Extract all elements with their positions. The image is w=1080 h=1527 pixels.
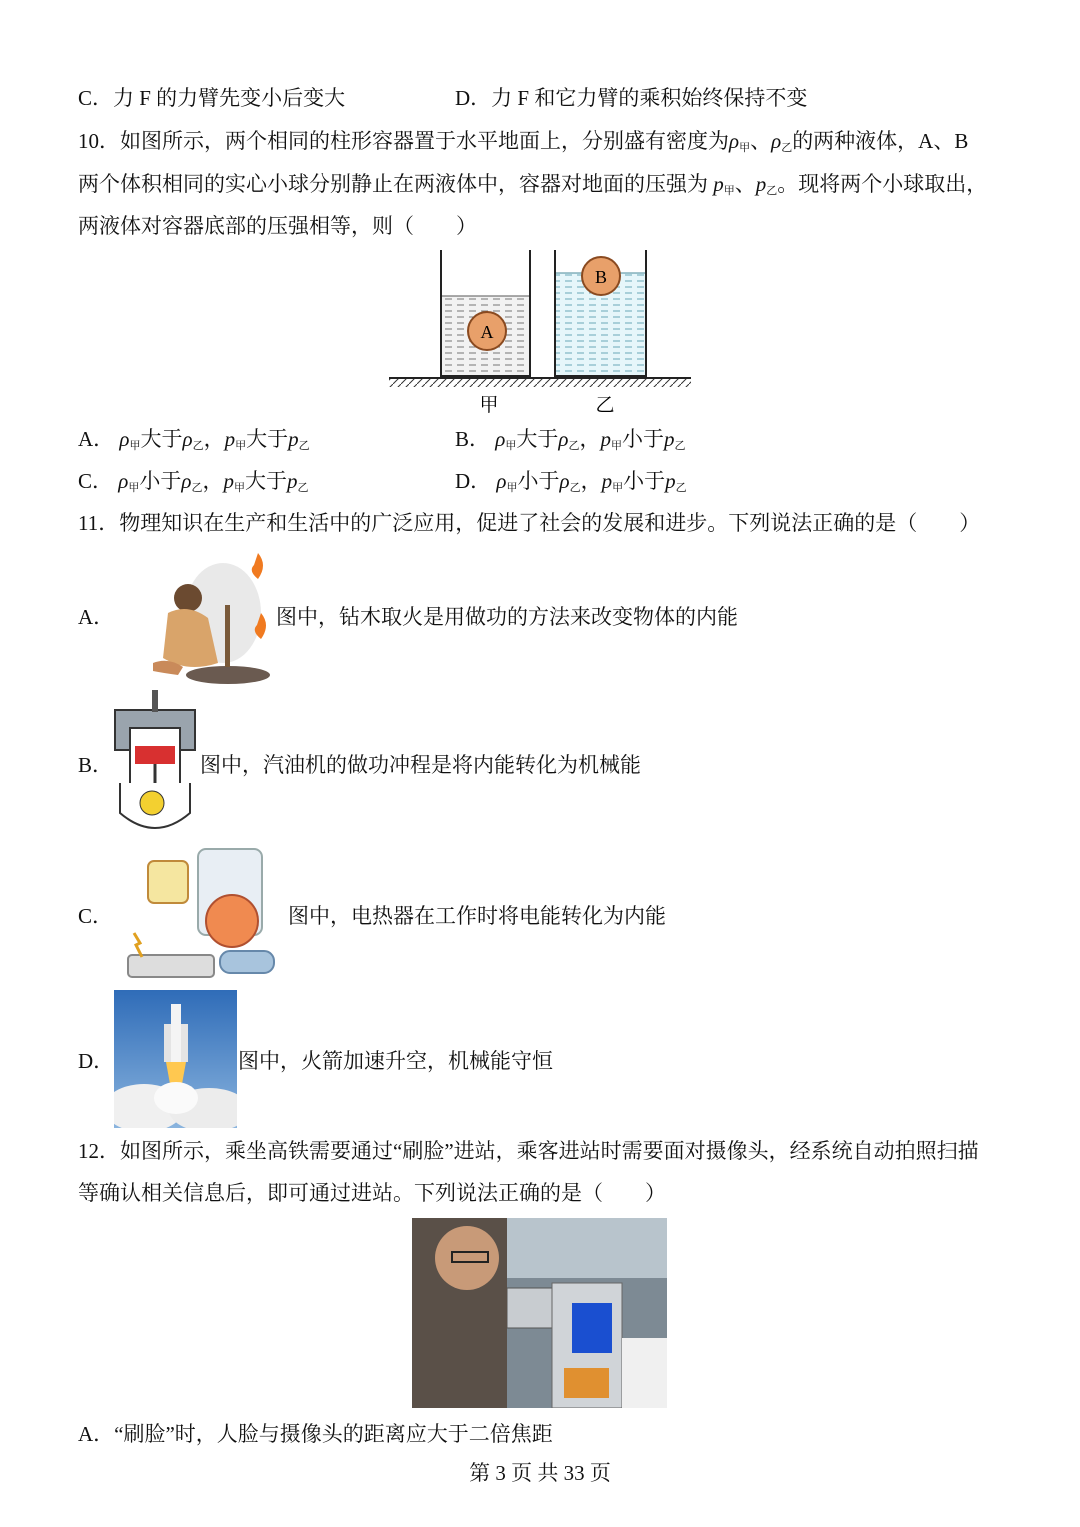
fan-heater — [206, 895, 258, 947]
ball-b-label: B — [594, 267, 608, 287]
page-footer: 第 3 页 共 33 页 — [469, 1461, 611, 1485]
station-ceiling — [502, 1218, 667, 1278]
power-strip — [128, 955, 214, 977]
q12-stem-line2: 等确认相关信息后，即可通过进站。下列说法正确的是（ ） — [78, 1181, 666, 1205]
rocket-body — [171, 1004, 181, 1062]
spark-icon — [134, 933, 142, 957]
q11-option-a-text: 图中，钻木取火是用做功的方法来改变物体的内能 — [276, 605, 738, 629]
smoke-cloud-center — [154, 1082, 198, 1114]
face-scan-photo — [412, 1218, 667, 1408]
ticket-slot — [564, 1368, 609, 1398]
rocket-booster-right — [181, 1024, 188, 1062]
q11-option-b-text: 图中，汽油机的做功冲程是将内能转化为机械能 — [200, 753, 641, 777]
fire-drill-image — [133, 543, 275, 688]
wood-log — [186, 666, 270, 684]
q11-option-b-label: B． — [78, 753, 114, 777]
air-conditioner — [220, 951, 274, 973]
crankshaft — [140, 791, 164, 815]
q10-stem-line2: 两个体积相同的实心小球分别静止在两液体中，容器对地面的压强为 $p_甲$、$p_乙$。现将两个小球取出， — [78, 172, 988, 197]
q10-option-b: B． $\rho_甲$大于$\rho_乙$，$p_甲$小于$p_乙$ — [455, 427, 686, 452]
q11-option-c-text: 图中，电热器在工作时将电能转化为内能 — [288, 904, 666, 928]
q12-option-a: A．“刷脸”时，人脸与摄像头的距离应大于二倍焦距 — [78, 1422, 553, 1446]
label-yi: 乙 — [595, 395, 615, 416]
q10-option-c: C． $\rho_甲$小于$\rho_乙$，$p_甲$大于$p_乙$ — [78, 469, 309, 494]
spark-plug — [152, 690, 158, 712]
gate-screen — [572, 1303, 612, 1353]
ground-hatch — [389, 379, 691, 387]
q11-option-d-text: 图中，火箭加速升空，机械能守恒 — [238, 1049, 553, 1073]
q11-stem: 11．物理知识在生产和生活中的广泛应用，促进了社会的发展和进步。下列说法正确的是（ ） — [78, 511, 981, 535]
q12-stem-line1: 12．如图所示，乘坐高铁需要通过“刷脸”进站，乘客进站时需要面对摄像头，经系统自动拍照扫描 — [78, 1139, 979, 1163]
q10-stem-line1: 10．如图所示，两个相同的柱形容器置于水平地面上，分别盛有密度为$\rho_甲$、$\rho_乙$的两种液体，A、B — [78, 129, 969, 154]
rocket-image — [114, 990, 237, 1128]
ball-a-label: A — [480, 322, 494, 342]
q10-stem-line3: 两液体对容器底部的压强相等，则（ ） — [78, 214, 477, 238]
containers-figure — [385, 248, 695, 418]
q11-option-c-label: C． — [78, 904, 114, 928]
rocket-booster-left — [164, 1024, 171, 1062]
caveman-head — [174, 584, 202, 612]
q10-option-a: A． $\rho_甲$大于$\rho_乙$，$p_甲$大于$p_乙$ — [78, 427, 310, 452]
q10-option-d: D． $\rho_甲$小于$\rho_乙$，$p_甲$小于$p_乙$ — [455, 469, 687, 494]
staff-glove — [622, 1338, 667, 1408]
engine-image — [110, 688, 200, 840]
q9-option-c: C．力 F 的力臂先变小后变大 — [78, 86, 346, 110]
flame-top — [252, 553, 263, 579]
heater-image — [120, 843, 280, 991]
passenger-head — [435, 1226, 499, 1290]
kettle — [148, 861, 188, 903]
piston — [135, 746, 175, 764]
q9-option-d: D．力 F 和它力臂的乘积始终保持不变 — [455, 86, 808, 110]
label-jia: 甲 — [479, 395, 499, 416]
q11-option-d-label: D． — [78, 1049, 115, 1073]
q11-option-a-label: A． — [78, 605, 115, 629]
drill-stick — [225, 605, 230, 667]
